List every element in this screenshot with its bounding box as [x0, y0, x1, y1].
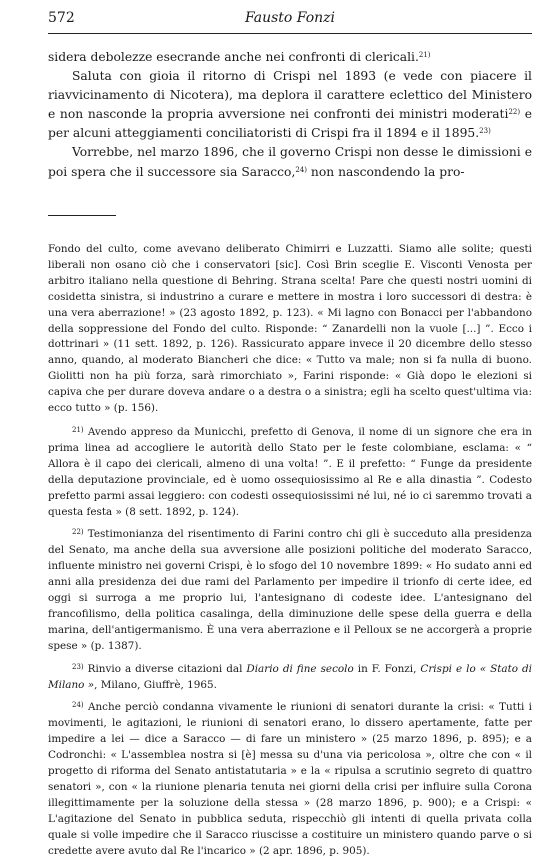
footnote-21-text: Avendo appreso da Municchi, prefetto di Genova, il nome di un signore che era in prima linea ad accogliere le autorità dello Stato per le feste colombiane, esclama: « “ Allora è il capo dei clericali, almeno di una volta! ”. E il prefetto: “ Funge da presidente della deputazione provinciale, ed è uomo ossequiosissimo al Re e alla dinastia ”. Codesto prefetto parmi assai leggiero: con codesti ossequiosissimi né lui, né io ci saremmo trovati a questa festa » (8 sett. 1892, p. 124).	[48, 425, 532, 518]
footnote-24-text: Anche perciò condanna vivamente le riunioni di senatori durante la crisi: « Tutti i movimenti, le agitazioni, le riunioni di senatori erano, lo dissero apertamente, fatte per impedire a lei — dice a Saracco — di fare un ministero » (25 marzo 1896, p. 895); e a Codronchi: « L'assemblea nostra si [è] messa su d'una via pericolosa », oltre che con « il progetto di riforma del Senato antistatutaria » e la « ripulsa a scrutinio segreto di quattro senatori », con « la riunione plenaria tenuta nei giorni della crisi per influire sulla Corona illegittimamente per la soluzione della stessa » (28 marzo 1896, p. 900); e a Crispi: « L'agitazione del Senato in pubblica seduta, rispecchiò gli intenti di quella privata colla quale si volle impedire che il Saracco riuscisse a costituire un ministero quando parve o si credette avere avuto dal Re l'incarico » (2 apr. 1896, p. 905).	[48, 701, 532, 857]
footnote-23-label: 23)	[72, 662, 84, 671]
footnote-23-title-crispi: Crispi e lo « Stato di Milano »	[48, 662, 532, 691]
paragraph-2-text-b: e per alcuni atteggiamenti conciliatoristi di Crispi fra il 1894 e il 1895.	[48, 107, 533, 141]
footnote-ref-24: 24)	[295, 165, 308, 174]
footnote-22-label: 22)	[72, 528, 84, 537]
footnote-ref-21: 21)	[418, 51, 431, 59]
running-header	[48, 10, 532, 30]
header-rule	[48, 33, 532, 34]
paragraph-3-text-a: Vorrebbe, nel marzo 1896, che il governo Crispi non desse le dimissioni e poi spera che il successore sia Saracco,	[48, 145, 532, 179]
paragraph-2-text-a: Saluta con gioia il ritorno di Crispi nel 1893 (e vede con piacere il riavvicinamento di Nicotera), ma deplora il carattere eclettico del Ministero e non nasconde la propria avversione nei confronti dei ministri moderati	[48, 69, 532, 122]
footnote-23-text-b: in F. Fonzi,	[353, 662, 421, 675]
footnote-ref-22: 22)	[508, 108, 521, 117]
footnote-21	[48, 425, 532, 520]
paragraph-3	[48, 143, 532, 181]
paragraph-1-text: sidera debolezze esecrande anche nei confronti di clericali.	[48, 50, 419, 64]
main-text	[48, 48, 532, 182]
footnotes	[48, 242, 532, 867]
paragraph-3-text-b: non nascondendo la pro-	[307, 164, 465, 179]
footnote-continuation: Fondo del culto, come avevano deliberato Chimirri e Luzzatti. Siamo alle solite; questi liberali non osano ciò che i conservatori [sic]. Così Brin sceglie E. Visconti Venosta per arbitro italiano nella questione di Behring. Strana scelta! Pare che questi nostri uomini di cosidetta sinistra, si industrino a curare e mettere in mostra i loro successori di destra: è una vera aberrazione! » (23 agosto 1892, p. 123). « Mi lagno con Bonacci per l'abbandono della soppressione del Fondo del culto. Risponde: “ Zanardelli non la vuole [...] ”. Ecco i dottrinari » (11 sett. 1892, p. 126). Rassicurato appare invece il 20 dicembre dello stesso anno, quando, al moderato Biancheri che dice: « Tutto va male; non si fa nulla di buono. Giolitti non ha più forza, sarà rimorchiato », Farini risponde: « Già dopo le elezioni si capiva che per durare doveva andare o a destra o a sinistra; egli ha scelto quest'ultima via: ecco tutto » (p. 156).	[48, 243, 532, 415]
footnote-21-label: 21)	[72, 425, 84, 434]
footnote-23-text-a: Rinvio a diverse citazioni dal	[87, 662, 247, 675]
footnote-23	[48, 662, 532, 694]
running-title: Fausto Fonzi	[244, 10, 336, 26]
footnote-ref-23: 23)	[479, 127, 491, 136]
footnote-22	[48, 527, 532, 654]
paragraph-2	[48, 67, 532, 143]
footnote-23-text-c: , Milano, Giuffrè, 1965.	[94, 678, 217, 691]
footnote-22-text: Testimonianza del risentimento di Farini contro chi gli è succeduto alla presidenza del Senato, ma anche della sua avversione alle posizioni politiche del moderato Saracco, influente ministro nei governi Crispi, è lo sfogo del 10 novembre 1899: « Ho sudato anni ed anni alla presidenza dei due rami del Parlamento per impedire il trionfo di certe idee, ed oggi si surroga a me proprio lui, l'antesignano di codeste idee. L'antesignano del francofilismo, della politica casalinga, della diminuzione delle spese della guerra e della marina, dell'antigermanismo. È una vera aberrazione e il Pelloux se ne accorgerà a proprie spese » (p. 1387).	[48, 528, 532, 652]
footnote-rule	[48, 215, 116, 216]
footnote-24	[48, 700, 532, 859]
page-number: 572	[48, 10, 75, 26]
footnote-24-label: 24)	[72, 701, 84, 710]
footnote-23-title-diario: Diario di fine secolo	[246, 662, 354, 675]
paragraph-1	[48, 48, 532, 67]
